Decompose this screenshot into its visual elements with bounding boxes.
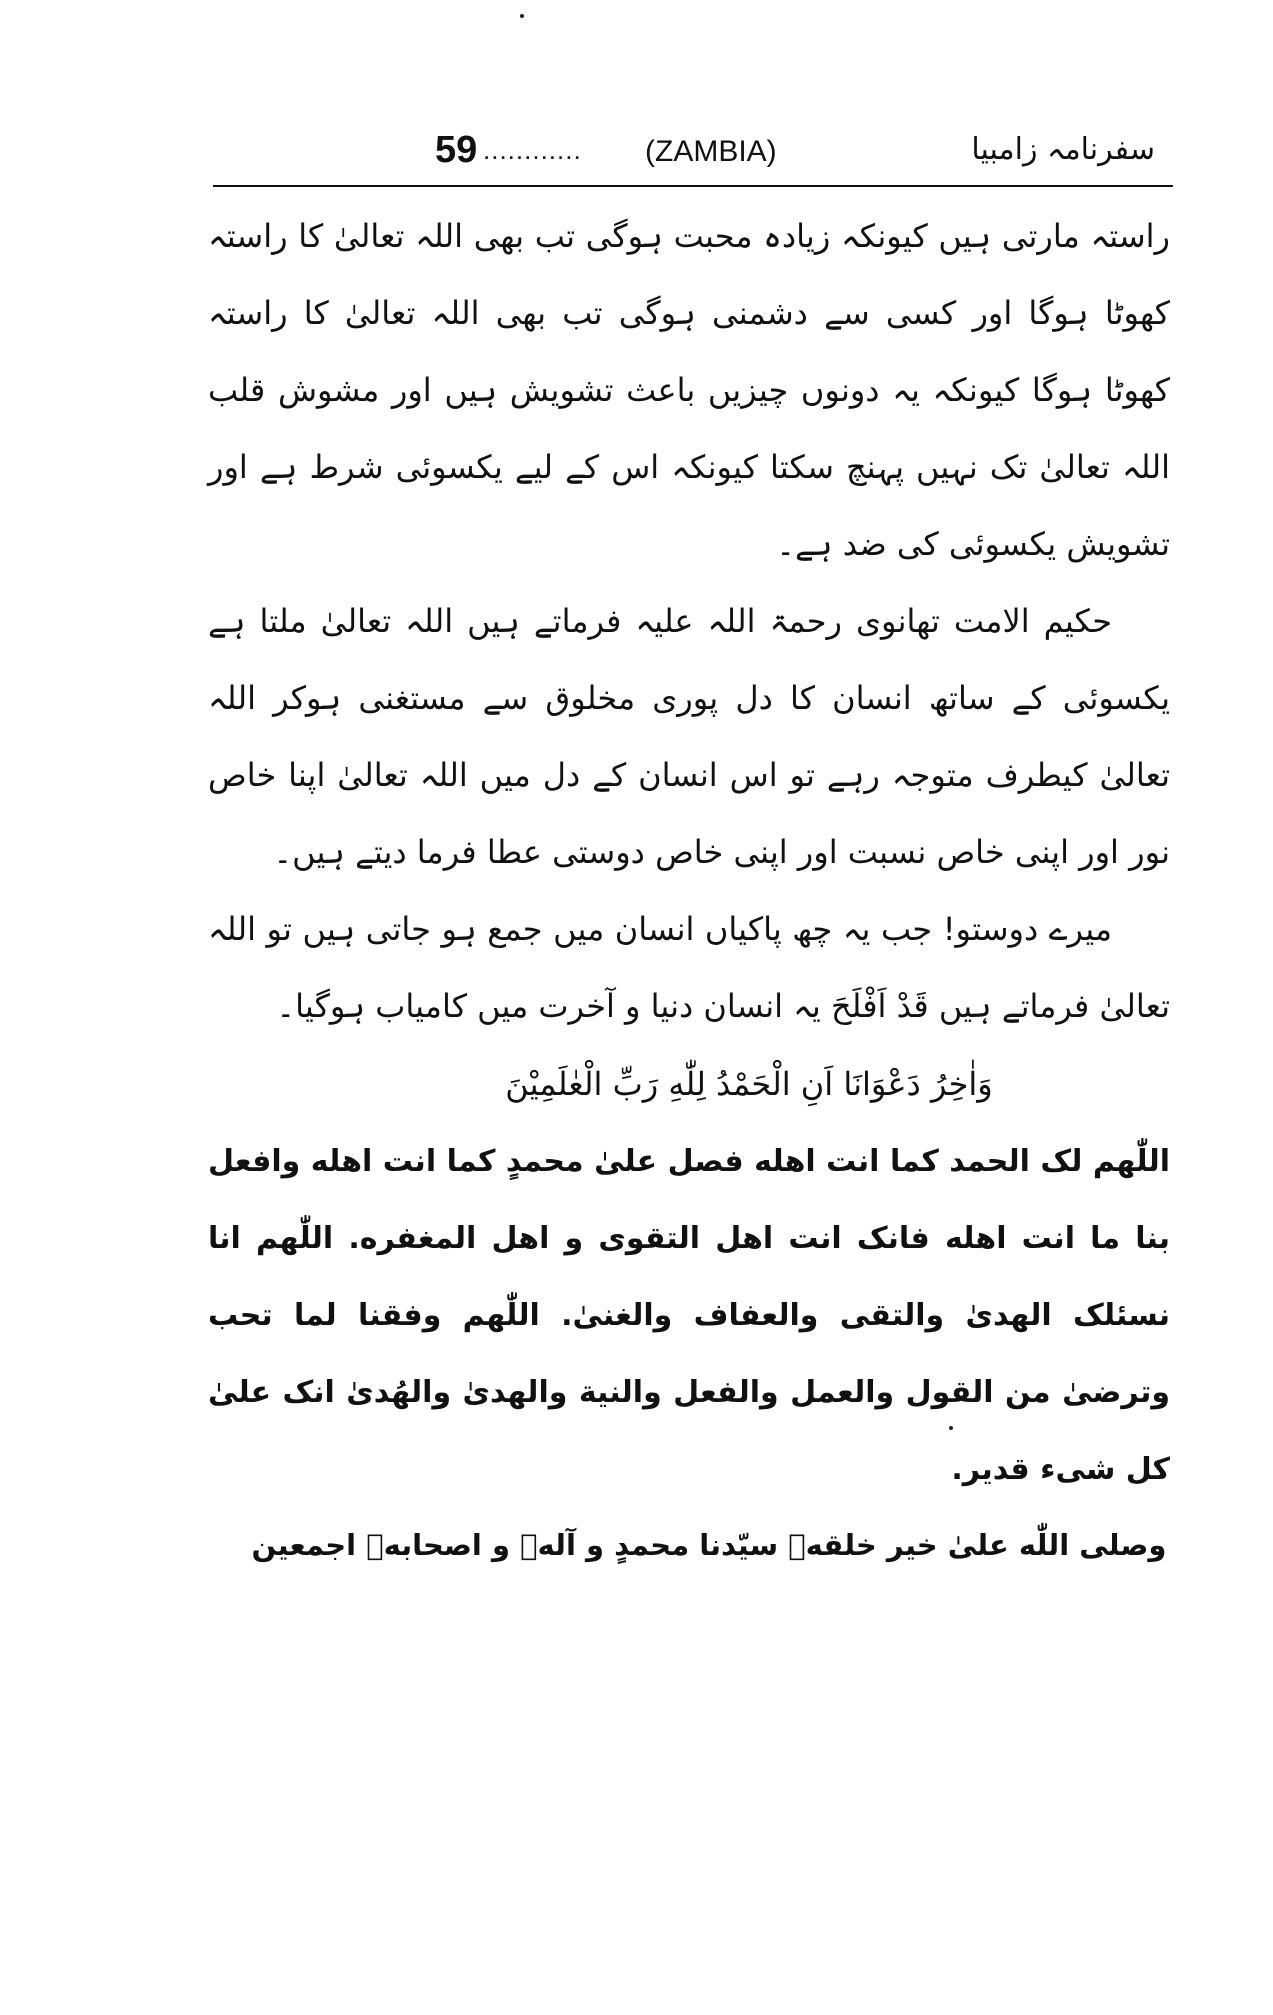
header-title-urdu: سفرنامہ زامبیا [971,132,1155,167]
header-leader-dots: ............ [483,135,582,165]
running-header [213,118,1173,190]
page-number: 59 [435,129,478,171]
paragraph-1: راستہ مارتی ہیں کیونکہ زیادہ محبت ہوگی تب بھی اللہ تعالیٰ کا راستہ کھوٹا ہوگا اور کسی سے دشمنی ہوگی تب بھی اللہ تعالیٰ کا راستہ کھوٹا ہوگا کیونکہ یہ دونوں چیزیں باعث تشویش ہیں اور مشوش قلب اللہ تعالیٰ تک نہیں پہنچ سکتا کیونکہ اس کے لیے یکسوئی شرط ہے اور تشویش یکسوئی کی ضد ہے۔ [208,217,1171,563]
paragraph-3: میرے دوستو! جب یہ چھ پاکیاں انسان میں جمع ہو جاتی ہیں تو اللہ تعالیٰ فرماتے ہیں قَدْ اَفْلَحَ یہ انسان دنیا و آخرت میں کامیاب ہوگیا۔ [208,910,1170,1025]
header-rule [213,185,1173,187]
header-title-english: (ZAMBIA) [645,135,777,168]
scan-speck [520,14,524,18]
paragraph-2: حکیم الامت تھانوی رحمۃ اللہ علیہ فرماتے ہیں اللہ تعالیٰ ملتا ہے یکسوئی کے ساتھ انسان کا دل پوری مخلوق سے مستغنی ہوکر اللہ تعالیٰ کیطرف متوجہ رہے تو اس انسان کے دل میں اللہ تعالیٰ اپنا خاص نور اور اپنی خاص نسبت اور اپنی خاص دوستی عطا فرما دیتے ہیں۔ [208,602,1170,871]
closing-ayah: وَاٰخِرُ دَعْوَانَا اَنِ الْحَمْدُ لِلّٰهِ رَبِّ الْعٰلَمِيْنَ [505,1065,993,1103]
page-body [208,198,1170,1580]
closing-salawat: وصلی اللّٰه علیٰ خیر خلقهٖ سیّدنا محمدٍ و آلهٖ و اصحابهٖ اجمعین [251,1528,1167,1562]
closing-dua: اللّٰهم لک الحمد کما انت اهله فصل علیٰ محمدٍ کما انت اهله وافعل بنا ما انت اهله فانک انت اهل التقوی و اهل المغفره. اللّٰهم انا نسئلک الهدیٰ والتقی والعفاف والغنیٰ. اللّٰهم وفقنا لما تحب وترضیٰ من القول والعمل والفعل والنیة والهدیٰ والهُدیٰ انک علیٰ کل شیء قدیر. [208,1144,1170,1487]
